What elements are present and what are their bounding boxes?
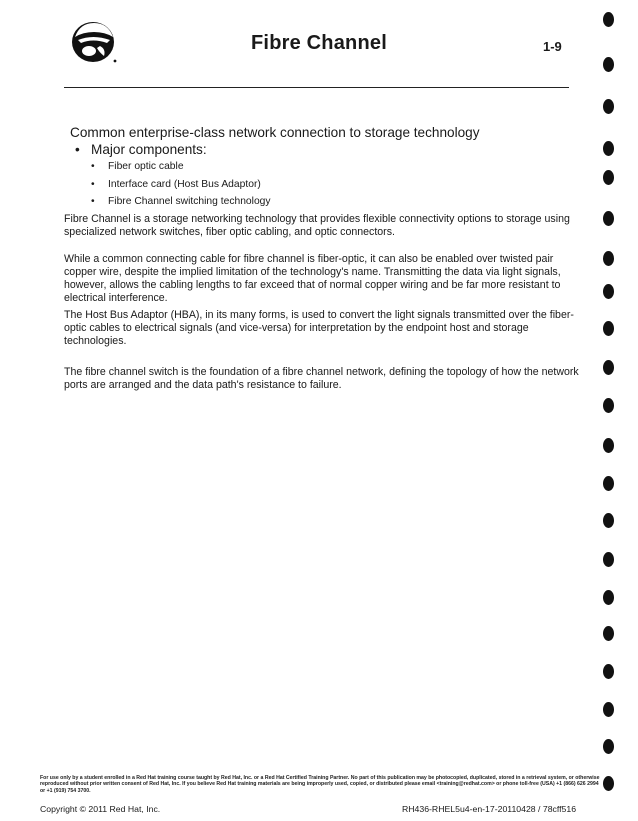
paragraph: The Host Bus Adaptor (HBA), in its many forms, is used to convert the light signals transmitted over the fiber-optic cables to electrical signals (and vice-versa) for interpretation by the endpoint host and storage technologies. xyxy=(64,309,574,347)
major-components-item xyxy=(75,141,575,158)
copyright: Copyright © 2011 Red Hat, Inc. xyxy=(40,804,161,814)
components-list xyxy=(91,160,541,213)
binder-hole xyxy=(603,170,614,185)
binder-hole xyxy=(603,702,614,717)
list-item: • Fiber optic cable xyxy=(91,161,184,172)
binder-hole xyxy=(603,360,614,375)
binder-hole xyxy=(603,57,614,72)
bullet: • xyxy=(91,161,95,172)
binder-hole xyxy=(603,476,614,491)
binder-hole xyxy=(603,398,614,413)
binder-hole xyxy=(603,141,614,156)
paragraph: The fibre channel switch is the foundation of a fibre channel network, defining the topology of how the network ports are arranged and the data path's resistance to failure. xyxy=(64,366,579,391)
binder-hole xyxy=(603,321,614,336)
usage-notice: For use only by a student enrolled in a Red Hat training course taught by Red Hat, Inc. or a Red Hat Certified Training Partner. No part of this publication may be photocopied, duplicated, stored in a retrieval system, or otherwise reproduced without prior written consent of Red Hat, Inc. If you believe Red Hat training materials are being improperly used, copied, or distributed please email <training@redhat.com> or phone toll-free (USA) +1 (866) 626 2994 or +1 (919) 754 3700. xyxy=(40,775,600,794)
binder-hole xyxy=(603,99,614,114)
binder-hole xyxy=(603,12,614,27)
bullet: • xyxy=(91,178,95,190)
binder-hole xyxy=(603,284,614,299)
paragraph: Fibre Channel is a storage networking technology that provides flexible connectivity options to storage using specialized network switches, fiber optic cabling, and optic connectors. xyxy=(64,213,570,238)
paragraph: While a common connecting cable for fibre channel is fiber-optic, it can also be enabled over twisted pair copper wire, despite the implied limitation of the technology's name. Transmitting the data via light signals, however, allows the cabling lengths to far exceed that of normal copper wiring and be far more resistant to electrical interference. xyxy=(64,253,561,304)
page-number: 1-9 xyxy=(543,39,562,54)
binder-hole xyxy=(603,513,614,528)
binder-hole xyxy=(603,211,614,226)
binder-hole xyxy=(603,776,614,791)
list-item: • Interface card (Host Bus Adaptor) xyxy=(91,178,261,190)
header-divider xyxy=(64,87,569,88)
intro-text: Common enterprise-class network connection to storage technology xyxy=(70,125,480,140)
binder-hole xyxy=(603,590,614,605)
list-item: • Fibre Channel switching technology xyxy=(91,196,271,207)
binder-hole xyxy=(603,552,614,567)
binder-hole xyxy=(603,438,614,453)
major-components-label: Major components: xyxy=(91,142,207,157)
bullet: • xyxy=(91,196,95,207)
binder-hole xyxy=(603,664,614,679)
binder-hole xyxy=(603,626,614,641)
binder-hole xyxy=(603,739,614,754)
document-id: RH436-RHEL5u4-en-17-20110428 / 78cff516 xyxy=(402,804,577,814)
bullet: • xyxy=(75,142,80,157)
page-title: Fibre Channel xyxy=(251,32,387,54)
binder-hole xyxy=(603,251,614,266)
